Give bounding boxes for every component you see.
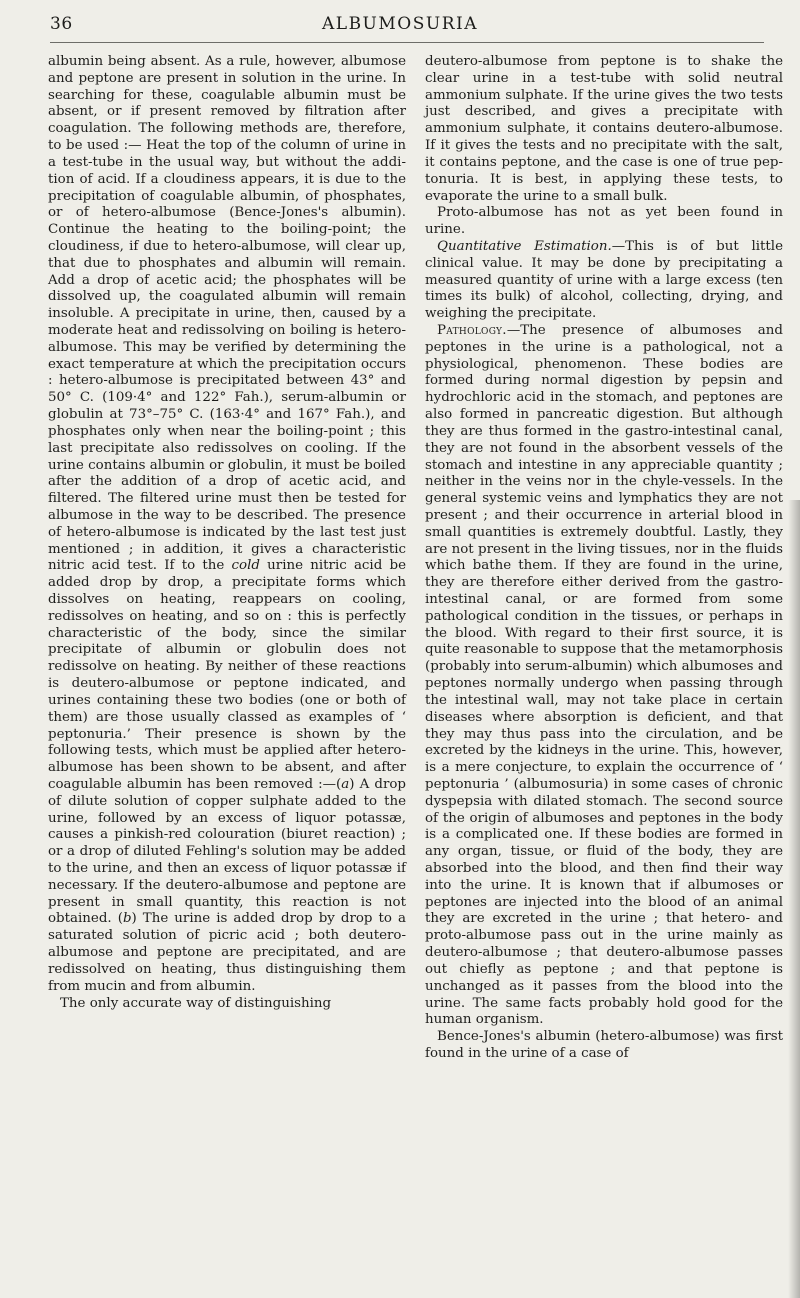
text-segment: albumin being absent. As a rule, however, albumose and peptone are present in solution in the urine. In searching for these, coagulable albumin must be absent, or if present removed by filtration after coagulation. The following methods are, therefore, to be used :— Heat the top of the column of urine in a test-tube in the usual way, but without the addition of acid. If a cloudiness appears, it is due to the precipitation of coagulable albumin, of phosphates, or of hetero-albumose (Bence-Jones's albumin). Continue the heating to the boiling-point; the cloudiness, if due to hetero-albumose, will clear up, that due to phosphates and albumin will remain. Add a drop of acetic acid; the phosphates will be dissolved up, the coagulated albumin will remain insoluble. A precipitate in urine, then, caused by a moderate heat and redissolving on boiling is hetero-albumose. This may be verified by determining the exact temperature at which the precipitation occurs : hetero-albumose is precipitated between 43° and 50° C. (109·4° and 122° Fah.), serum-albumin or globulin at 73°–75° C. (163·4° and 167° Fah.), and phosphates only when near the boiling-point ; this last precipitate also redissolves on cooling. If the urine contains albumin or globulin, it must be boiled after the addition of a drop of acetic acid, and filtered. The filtered urine must then be tested for albumose in the way to be described. The presence of hetero-albumose is indicated by the last test just mentioned ; in addition, it gives a characteristic nitric acid test. If to the — [48, 54, 406, 574]
item-marker-a: a — [341, 776, 350, 792]
emphasis-cold: cold — [231, 558, 260, 574]
text-segment: —This is of but little clinical value. It may be done by precipitating a measured quantity of urine with a large excess (ten times its bulk) of alcohol, collecting, drying, and weighing the precipitate. — [425, 238, 783, 322]
left-paragraph-2: The only accurate way of distinguishing — [60, 995, 332, 1011]
section-heading-quantitative-estimation: Quantitative Estimation. — [437, 238, 612, 254]
item-marker-b: b — [122, 911, 132, 927]
right-paragraph-last: Bence-Jones's albumin (hetero-albumose) was first found in the urine of a case of — [425, 1029, 783, 1061]
right-paragraph-1: deutero-albumose from peptone is to shake the clear urine in a test-tube with solid neutral ammonium sulphate. If the urine gives the two tests just described, and gives a precipitate with ammonium sulphate, it contains deutero-albumose. If it gives the tests and no precipitate with the salt, it contains peptone, and the case is one of true peptonuria. It is best, in applying these tests, to evaporate the urine to a small bulk. — [425, 54, 783, 204]
page-number: 36 — [50, 14, 73, 34]
pathology-paragraph — [425, 323, 783, 1029]
header-rule — [50, 42, 764, 43]
text-segment: —The presence of albumoses and peptones in the urine is a pathological, not a physiological, phenomenon. These bodies are formed during normal digestion by pepsin and hydrochloric acid in the stomach, and peptones are also formed in pancreatic digestion. But although they are thus formed in the gastro-intestinal canal, they are not found in the absorbent vessels of the stomach and intestine in any appreciable quantity ; neither in the veins nor in the chyle-vessels. In the general systemic veins and lymphatics they are not present ; and their occurrence in arterial blood in small quantities is extremely doubtful. Lastly, they are not present in the living tissues, nor in the fluids which bathe them. If they are found in the urine, they are therefore either derived from the gastro-intestinal canal, or are formed from some pathological condition in the tissues, or perhaps in the blood. With regard to their first source, it is quite reasonable to suppose that the metamorphosis (probably into serum-albumin) which albumoses and peptones normally undergo when passing through the intestinal wall, may not take place in certain diseases where absorption is deficient, and that they may thus pass into the circulation, and be excreted by the kidneys in the urine. This, however, is a mere conjecture, to explain the occurrence of ‘ peptonuria ’ (albumosuria) in some cases of chronic dyspepsia with dilated stomach. The second source of the origin of albumoses and peptones in the body is a complicated one. If these bodies are formed in any organ, tissue, or fluid of the body, they are absorbed into the blood, and then find their way into the urine. It is known that if albumoses or peptones are injected into the blood of an animal they are excreted in the urine ; that hetero- and proto-albumose pass out in the urine mainly as deutero-albumose ; that deutero-albumose passes out chiefly as peptone ; and that peptone is unchanged as it passes from the blood into the urine. The same facts probably hold good for the human organism. — [425, 323, 783, 1028]
text-segment: urine nitric acid be added drop by drop, a precipitate forms which dissolves on heating, reappears on cooling, redissolves on heating, and so on : this is perfectly characteristic of the body, since the similar precipitate of albumin or globulin does not redissolve on heating. By neither of these reactions is deutero-albumose or peptone indicated, and urines containing these two bodies (one or both of them) are those usually classed as examples of ‘ peptonuria.’ Their presence is shown by the following tests, which must be applied after hetero-albumose has been shown to be absent, and after coagulable albumin has been removed :—( — [48, 558, 406, 792]
text-segment: ) The urine is added drop by drop to a saturated solution of picric acid ; both deutero-albumose and peptone are precipitated, and are redissolved on heating, thus distinguishing them from mucin and from albumin. — [48, 911, 406, 994]
left-paragraph-1 — [48, 54, 406, 996]
text-segment: ) A drop of dilute solution of copper sulphate added to the urine, followed by an excess of liquor potassæ, causes a pinkish-red colouration (biuret reaction) ; or a drop of diluted Fehling's solution may be added to the urine, and then an excess of liquor potassæ if necessary. If the deutero-albumose and peptone are present in small quantity, this reaction is not obtained. ( — [48, 776, 406, 927]
left-column — [48, 54, 406, 1012]
right-paragraph-2: Proto-albumose has not as yet been found in urine. — [425, 205, 783, 238]
section-heading-pathology: Pathology. — [437, 323, 507, 338]
page-edge-shadow — [788, 500, 800, 1298]
right-column — [425, 54, 783, 1063]
running-title: ALBUMOSURIA — [322, 14, 478, 34]
quantitative-estimation-paragraph — [425, 239, 783, 323]
